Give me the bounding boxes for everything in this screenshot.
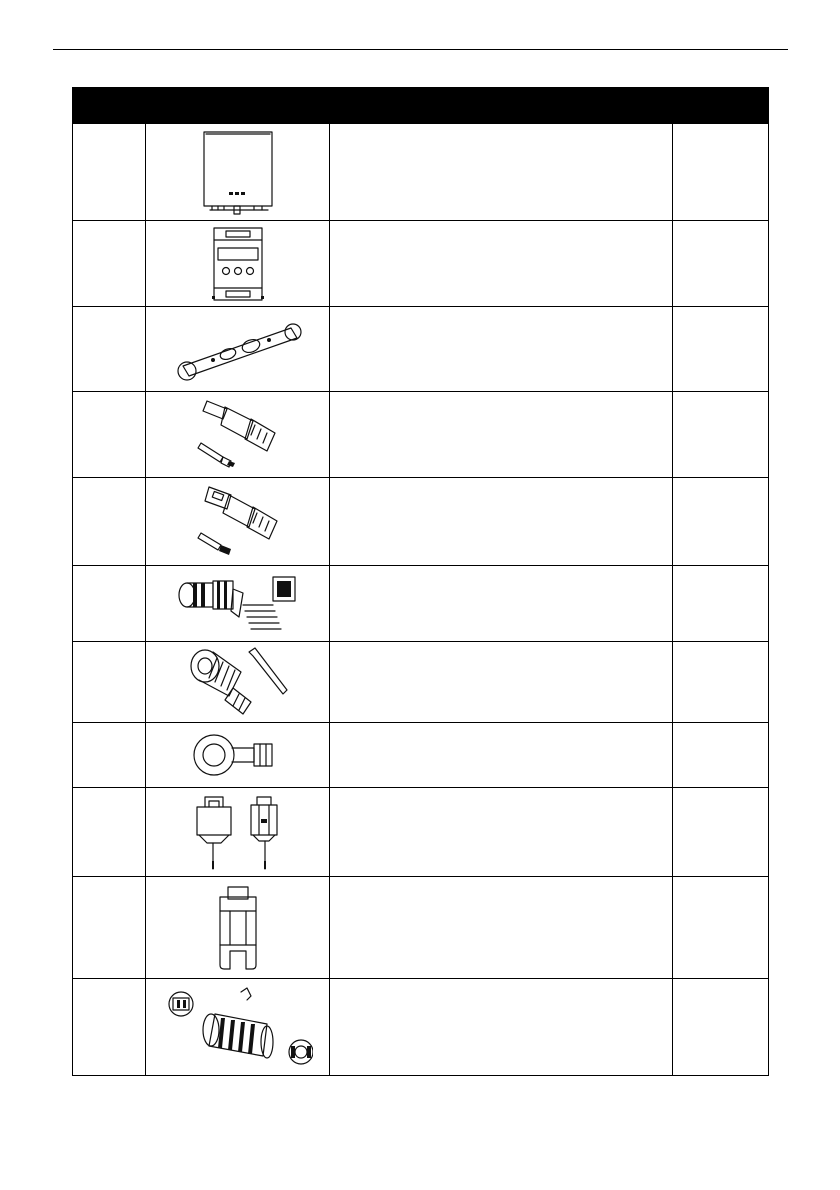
row-description: [330, 392, 673, 478]
table-row: [73, 124, 769, 221]
row-quantity: [673, 877, 769, 979]
row-number: [73, 221, 146, 307]
row-quantity: [673, 723, 769, 788]
row-quantity: [673, 392, 769, 478]
communication-connector-icon: [163, 984, 313, 1070]
row-description: [330, 723, 673, 788]
table-row: [73, 877, 769, 979]
header-quantity: [673, 88, 769, 124]
row-number: [73, 124, 146, 221]
row-description: [330, 979, 673, 1076]
row-quantity: [673, 124, 769, 221]
multi-pin-connector-icon: [173, 569, 303, 639]
row-quantity: [673, 478, 769, 566]
header-rule: [53, 49, 788, 50]
parts-list-table: [72, 87, 769, 1076]
row-number: [73, 788, 146, 877]
table-row: [73, 478, 769, 566]
table-row: [73, 788, 769, 877]
table-row: [73, 392, 769, 478]
row-description: [330, 877, 673, 979]
row-number: [73, 478, 146, 566]
pv-connector-icon: [193, 481, 283, 563]
row-description: [330, 221, 673, 307]
row-number: [73, 392, 146, 478]
row-description: [330, 124, 673, 221]
row-quantity: [673, 307, 769, 392]
table-row: [73, 307, 769, 392]
row-quantity: [673, 221, 769, 307]
wrench-icon: [173, 316, 303, 382]
row-number: [73, 877, 146, 979]
row-number: [73, 307, 146, 392]
ac-connector-icon: [183, 644, 293, 720]
row-quantity: [673, 788, 769, 877]
header-description: [330, 88, 673, 124]
table-row: [73, 642, 769, 723]
row-description: [330, 307, 673, 392]
meter-icon: [206, 226, 270, 302]
table-row: [73, 221, 769, 307]
row-quantity: [673, 566, 769, 642]
row-description: [330, 478, 673, 566]
pv-connector-icon: [193, 395, 283, 475]
table-header-row: [73, 88, 769, 124]
ring-terminal-icon: [188, 730, 288, 780]
row-description: [330, 642, 673, 723]
header-picture: [146, 88, 330, 124]
table-row: [73, 723, 769, 788]
row-quantity: [673, 979, 769, 1076]
row-quantity: [673, 642, 769, 723]
header-no: [73, 88, 146, 124]
row-number: [73, 642, 146, 723]
row-number: [73, 979, 146, 1076]
table-row: [73, 979, 769, 1076]
table-row: [73, 566, 769, 642]
row-number: [73, 723, 146, 788]
row-description: [330, 788, 673, 877]
row-description: [330, 566, 673, 642]
ct-clamp-icon: [193, 791, 283, 873]
row-number: [73, 566, 146, 642]
unlock-tool-icon: [208, 885, 268, 971]
inverter-icon: [198, 128, 278, 216]
